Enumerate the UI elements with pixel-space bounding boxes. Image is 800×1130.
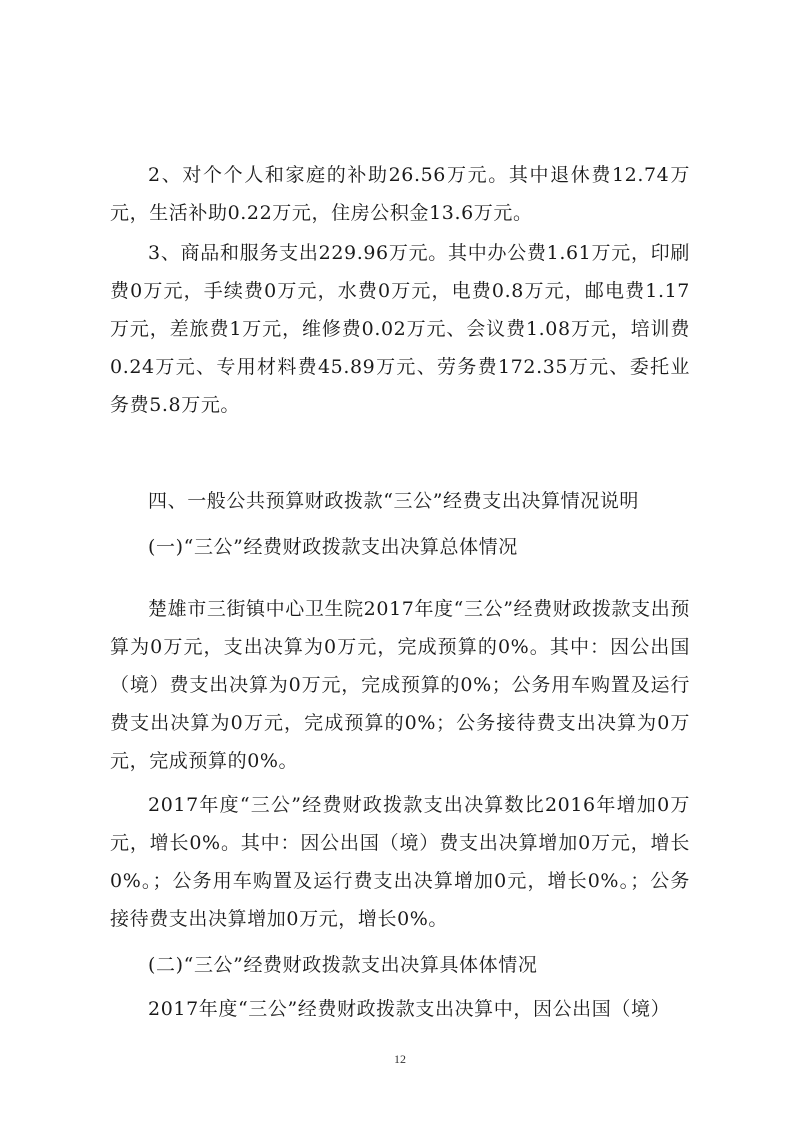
paragraph-details-start: 2017年度“三公”经费财政拨款支出决算中，因公出国（境） [148, 998, 671, 1020]
paragraph-goods-services: 3、商品和服务支出229.96万元。其中办公费1.61万元，印刷费0万元，手续费0万元，水费0万元，电费0.8万元，邮电费1.17万元，差旅费1万元，维修费0.02万元、会议费1.08万元，培训费0.24万元、专用材料费45.89万元、劳务费172.35万元、委托业务费5.8万元。 [110, 242, 690, 416]
paragraph-overall-budget: 楚雄市三街镇中心卫生院2017年度“三公”经费财政拨款支出预算为0万元，支出决算为0万元，完成预算的0%。其中：因公出国（境）费支出决算为0万元，完成预算的0%；公务用车购置及运行费支出决算为0万元，完成预算的0%；公务接待费支出决算为0万元，完成预算的0%。 [110, 598, 690, 772]
page-number: 12 [394, 1052, 406, 1066]
paragraph-personal-subsidy: 2、对个个人和家庭的补助26.56万元。其中退休费12.74万元，生活补助0.22万元，住房公积金13.6万元。 [110, 164, 690, 224]
paragraph-year-comparison: 2017年度“三公”经费财政拨款支出决算数比2016年增加0万元，增长0%。其中：因公出国（境）费支出决算增加0万元，增长0%。；公务用车购置及运行费支出决算增加0元，增长0%。；公务接待费支出决算增加0万元，增长0%。 [110, 794, 690, 930]
subheading-details: (二)“三公”经费财政拨款支出决算具体体情况 [148, 954, 538, 976]
section-heading: 四、一般公共预算财政拨款“三公”经费支出决算情况说明 [148, 490, 640, 512]
subheading-overall: (一)“三公”经费财政拨款支出决算总体情况 [148, 536, 518, 558]
